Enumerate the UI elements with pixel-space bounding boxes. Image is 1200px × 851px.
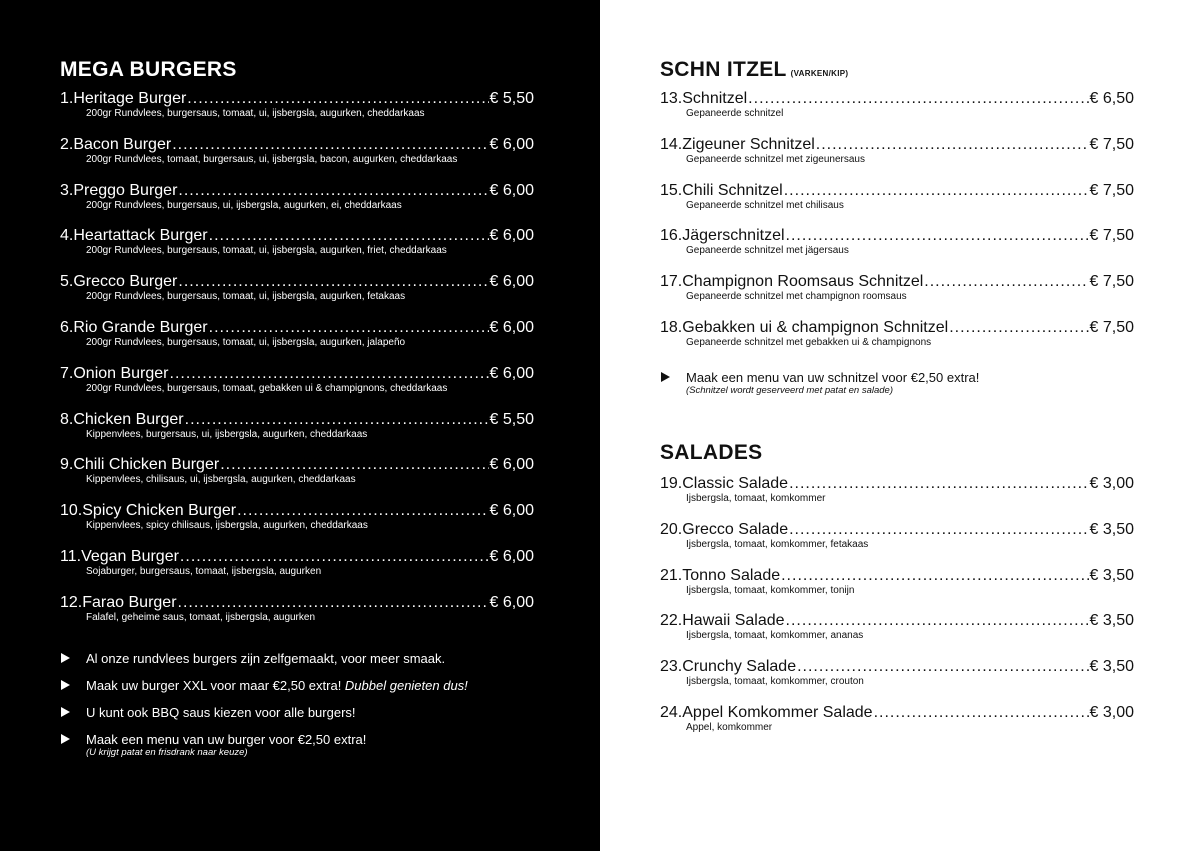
menu-item — [660, 704, 1134, 750]
item-name: Vegan Burger — [81, 547, 179, 565]
menu-item — [60, 273, 534, 319]
item-number: 20. — [660, 520, 683, 538]
menu-item — [660, 319, 1134, 365]
item-price: € 7,50 — [1089, 227, 1134, 245]
note-subtext: (Schnitzel wordt geserveerd met patat en salade) — [686, 385, 893, 396]
item-number: 9. — [60, 456, 74, 474]
item-number: 14. — [660, 135, 683, 153]
item-name: Hawaii Salade — [682, 612, 785, 630]
item-description: Kippenvlees, burgersaus, ui, ijsbergsla, augurken, cheddarkaas — [86, 428, 368, 440]
note-text: U kunt ook BBQ saus kiezen voor alle burgers! — [86, 705, 356, 720]
item-price: € 6,00 — [489, 593, 534, 611]
item-number: 18. — [660, 318, 683, 336]
item-number: 17. — [660, 273, 683, 291]
item-price: € 3,50 — [1089, 566, 1134, 584]
item-name: Heritage Burger — [73, 90, 187, 107]
note-emphasis: Dubbel genieten dus! — [344, 678, 468, 693]
item-description: 200gr Rundvlees, burgersaus, ui, ijsbergsla, augurken, ei, cheddarkaas — [86, 199, 402, 211]
item-number: 12. — [60, 593, 83, 611]
item-description: Gepaneerde schnitzel met zigeunersaus — [686, 153, 865, 165]
menu-item — [660, 612, 1134, 658]
item-name: Preggo Burger — [73, 181, 178, 199]
item-price: € 3,50 — [1089, 520, 1134, 538]
item-number: 15. — [660, 181, 683, 199]
item-description: Ijsbergsla, tomaat, komkommer, fetakaas — [686, 538, 869, 550]
item-description: 200gr Rundvlees, burgersaus, tomaat, ui, ijsbergsla, augurken, jalapeño — [86, 336, 406, 348]
note-item — [61, 705, 561, 720]
arrow-right-icon — [61, 734, 70, 744]
item-price: € 6,00 — [489, 318, 534, 336]
menu-item — [60, 319, 534, 365]
item-number: 1. — [60, 90, 74, 107]
item-price: € 7,50 — [1089, 318, 1134, 336]
item-price: € 6,00 — [489, 456, 534, 474]
item-price: € 3,50 — [1089, 658, 1134, 676]
item-price: € 6,00 — [489, 181, 534, 199]
item-number: 13. — [660, 90, 683, 107]
item-price: € 3,50 — [1089, 612, 1134, 630]
item-name: Chili Chicken Burger — [73, 456, 220, 474]
item-number: 10. — [60, 502, 83, 520]
item-name: Schnitzel — [682, 90, 748, 107]
item-price: € 6,50 — [1089, 90, 1134, 107]
item-price: € 6,00 — [489, 273, 534, 291]
menu-item — [60, 365, 534, 411]
menu-item — [660, 182, 1134, 228]
burgers-list — [60, 90, 534, 640]
item-number: 21. — [660, 566, 683, 584]
menu-item — [660, 567, 1134, 613]
item-description: 200gr Rundvlees, burgersaus, tomaat, ui, ijsbergsla, augurken, fetakaas — [86, 291, 406, 303]
schnitzel-title-text: SCHN ITZEL — [660, 58, 787, 81]
schnitzel-salades-panel — [600, 0, 1200, 851]
item-price: € 5,50 — [489, 410, 534, 428]
menu-item — [60, 456, 534, 502]
item-number: 24. — [660, 703, 683, 721]
item-number: 4. — [60, 227, 74, 245]
item-price: € 6,00 — [489, 547, 534, 565]
item-description: Appel, komkommer — [686, 721, 773, 733]
item-name: Rio Grande Burger — [73, 318, 208, 336]
menu-item — [60, 182, 534, 228]
note-item — [61, 678, 561, 693]
note-text: Al onze rundvlees burgers zijn zelfgemaakt, voor meer smaak. — [86, 651, 446, 666]
burger-notes — [61, 651, 561, 759]
item-description: 200gr Rundvlees, burgersaus, tomaat, ui, ijsbergsla, augurken, cheddarkaas — [86, 108, 425, 119]
item-description: Gepaneerde schnitzel met jägersaus — [686, 245, 849, 257]
item-description: Kippenvlees, spicy chilisaus, ijsbergsla, augurken, cheddarkaas — [86, 520, 368, 532]
item-number: 7. — [60, 364, 74, 382]
menu-item — [60, 594, 534, 640]
schnitzel-subtitle: (VARKEN/KIP) — [790, 69, 849, 78]
item-name: Tonno Salade — [682, 566, 781, 584]
note-item — [61, 651, 561, 666]
salades-title: SALADES — [660, 441, 763, 464]
arrow-right-icon — [61, 680, 70, 690]
item-number: 23. — [660, 658, 683, 676]
item-price: € 5,50 — [489, 90, 534, 107]
item-description: 200gr Rundvlees, tomaat, burgersaus, ui, ijsbergsla, bacon, augurken, cheddarkaas — [86, 153, 458, 165]
menu-item — [660, 136, 1134, 182]
item-name: Chili Schnitzel — [682, 181, 783, 199]
menu-item — [660, 475, 1134, 521]
item-number: 3. — [60, 181, 74, 199]
item-description: Kippenvlees, chilisaus, ui, ijsbergsla, augurken, cheddarkaas — [86, 474, 356, 486]
schnitzel-title — [660, 58, 848, 82]
item-name: Gebakken ui & champignon Schnitzel — [682, 318, 949, 336]
menu-item — [660, 90, 1134, 136]
item-price: € 6,00 — [489, 502, 534, 520]
menu-item — [660, 658, 1134, 704]
item-name: Bacon Burger — [73, 135, 172, 153]
menu-item — [660, 521, 1134, 567]
item-price: € 3,00 — [1089, 703, 1134, 721]
item-description: Gepaneerde schnitzel met champignon roomsaus — [686, 291, 907, 303]
item-price: € 6,00 — [489, 364, 534, 382]
arrow-right-icon — [61, 707, 70, 717]
item-name: Champignon Roomsaus Schnitzel — [682, 273, 924, 291]
item-number: 22. — [660, 612, 683, 630]
note-item — [661, 370, 1161, 397]
item-number: 11. — [60, 547, 82, 565]
item-number: 19. — [660, 475, 683, 492]
item-description: Ijsbergsla, tomaat, komkommer — [686, 493, 826, 504]
item-name: Grecco Burger — [73, 273, 178, 291]
menu-item — [660, 273, 1134, 319]
item-number: 16. — [660, 227, 683, 245]
item-price: € 3,00 — [1089, 475, 1134, 492]
note-item — [61, 732, 561, 759]
item-description: Falafel, geheime saus, tomaat, ijsbergsla, augurken — [86, 611, 316, 623]
item-name: Grecco Salade — [682, 520, 789, 538]
menu-item — [660, 227, 1134, 273]
item-description: Gepaneerde schnitzel met gebakken ui & champignons — [686, 336, 932, 348]
note-text: Maak uw burger XXL voor maar €2,50 extra! — [86, 678, 345, 693]
item-description: Ijsbergsla, tomaat, komkommer, crouton — [686, 676, 864, 688]
item-price: € 7,50 — [1089, 135, 1134, 153]
arrow-right-icon — [61, 653, 70, 663]
item-name: Spicy Chicken Burger — [82, 502, 237, 520]
item-name: Farao Burger — [82, 593, 177, 611]
schnitzel-list — [660, 90, 1134, 365]
item-number: 5. — [60, 273, 74, 291]
item-description: Ijsbergsla, tomaat, komkommer, tonijn — [686, 584, 855, 596]
item-description: Gepaneerde schnitzel — [686, 108, 784, 119]
menu-item — [60, 502, 534, 548]
menu-item — [60, 227, 534, 273]
item-name: Onion Burger — [73, 364, 169, 382]
item-number: 6. — [60, 318, 74, 336]
item-number: 2. — [60, 135, 74, 153]
item-description: 200gr Rundvlees, burgersaus, tomaat, ui, ijsbergsla, augurken, friet, cheddarkaas — [86, 245, 447, 257]
item-name: Crunchy Salade — [682, 658, 797, 676]
item-name: Jägerschnitzel — [682, 227, 785, 245]
item-name: Classic Salade — [682, 475, 789, 492]
schnitzel-notes — [661, 370, 1161, 397]
item-description: 200gr Rundvlees, burgersaus, tomaat, gebakken ui & champignons, cheddarkaas — [86, 382, 448, 394]
item-price: € 6,00 — [489, 135, 534, 153]
menu-item — [60, 136, 534, 182]
item-price: € 6,00 — [489, 227, 534, 245]
item-name: Zigeuner Schnitzel — [682, 135, 815, 153]
item-name: Heartattack Burger — [73, 227, 208, 245]
item-name: Appel Komkommer Salade — [682, 703, 873, 721]
item-price: € 7,50 — [1089, 181, 1134, 199]
item-description: Sojaburger, burgersaus, tomaat, ijsbergsla, augurken — [86, 565, 322, 577]
menu-item — [60, 411, 534, 457]
item-price: € 7,50 — [1089, 273, 1134, 291]
item-name: Chicken Burger — [73, 410, 184, 428]
note-text: Maak een menu van uw schnitzel voor €2,50 extra! — [686, 370, 980, 385]
arrow-right-icon — [661, 372, 670, 382]
salades-list — [660, 475, 1134, 750]
burgers-title: MEGA BURGERS — [60, 58, 237, 81]
note-text: Maak een menu van uw burger voor €2,50 extra! — [86, 732, 367, 747]
item-description: Gepaneerde schnitzel met chilisaus — [686, 199, 844, 211]
item-description: Ijsbergsla, tomaat, komkommer, ananas — [686, 630, 864, 642]
menu-item — [60, 90, 534, 136]
note-subtext: (U krijgt patat en frisdrank naar keuze) — [86, 747, 248, 758]
item-number: 8. — [60, 410, 74, 428]
menu-item — [60, 548, 534, 594]
